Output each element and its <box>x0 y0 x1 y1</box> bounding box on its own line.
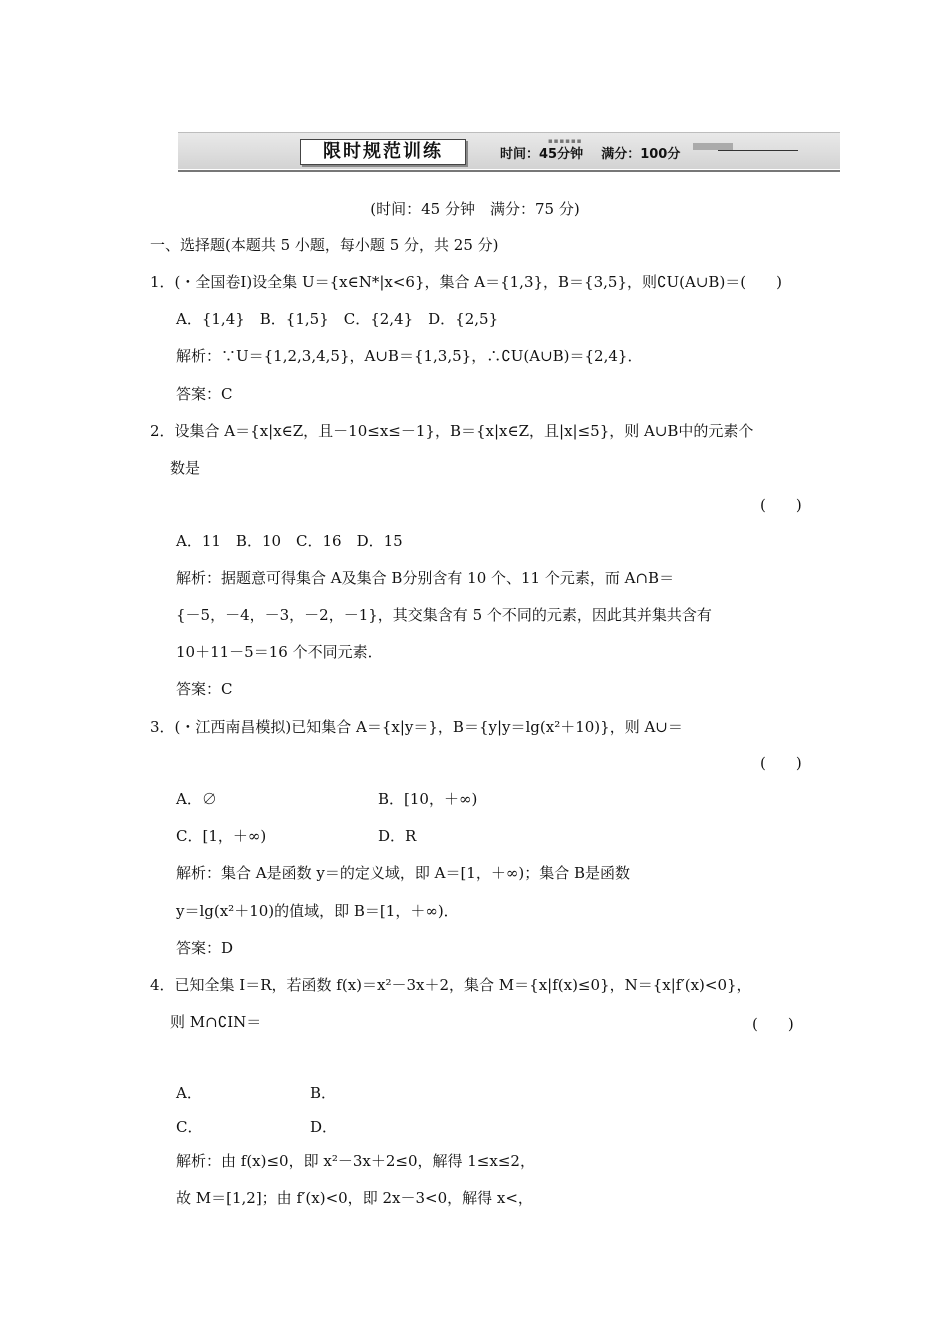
q4-stem-line2: 则 M∩∁IN＝ <box>170 1013 262 1031</box>
subtitle: (时间：45 分钟 满分：75 分) <box>370 200 580 218</box>
q3-analysis-line2: y＝lg(x²＋10)的值域，即 B＝[1，＋∞)． <box>176 902 459 920</box>
q3-answer-paren: ( ) <box>760 754 802 772</box>
q4-answer-paren: ( ) <box>752 1015 794 1033</box>
q2-analysis-line1: 解析：据题意可得集合 A及集合 B分别含有 10 个、11 个元素，而 A∩B＝ <box>176 569 675 587</box>
q4-option-d: D． <box>310 1118 338 1136</box>
q4-analysis-line1: 解析：由 f(x)≤0，即 x²－3x＋2≤0，解得 1≤x≤2， <box>176 1152 535 1170</box>
q1-analysis: 解析：∵U＝{1,2,3,4,5}，A∪B＝{1,3,5}，∴∁U(A∪B)＝{2,4}． <box>176 347 643 365</box>
banner-rule <box>178 170 840 172</box>
q3-option-c: C．[1，＋∞) <box>176 827 267 845</box>
banner-title: 限时规范训练 <box>300 139 466 165</box>
q2-answer-paren: ( ) <box>760 496 802 514</box>
banner-meta <box>500 143 680 162</box>
banner-time: 时间：45分钟 <box>500 147 584 162</box>
q4-option-a: A． <box>176 1084 202 1102</box>
section-heading: 一、选择题(本题共 5 小题，每小题 5 分，共 25 分) <box>150 236 499 254</box>
q3-answer: 答案：D <box>176 939 234 957</box>
banner-score: 满分：100分 <box>601 147 681 162</box>
q3-option-d: D．R <box>378 827 417 845</box>
q2-stem-line2: 数是 <box>170 459 201 477</box>
q4-option-b: B． <box>310 1084 337 1102</box>
q1-stem: 1．(・全国卷Ⅰ)设全集 U＝{x∈N*|x<6}，集合 A＝{1,3}，B＝{3,5}，则∁U(A∪B)＝( ) <box>150 273 783 291</box>
q2-answer: 答案：C <box>176 680 233 698</box>
q3-option-a: A．∅ <box>176 790 217 808</box>
q2-analysis-line3: 10＋11－5＝16 个不同元素． <box>176 643 383 661</box>
banner-tail-decoration <box>693 143 733 150</box>
banner-dots: ▪▪▪▪▪▪ <box>548 137 583 145</box>
q1-answer: 答案：C <box>176 385 233 403</box>
q4-analysis-line2: 故 M＝[1,2]；由 f′(x)<0，即 2x－3<0，解得 x<， <box>176 1189 533 1207</box>
q2-analysis-line2: {－5，－4，－3，－2，－1}，其交集含有 5 个不同的元素，因此其并集共含有 <box>176 606 712 624</box>
q3-analysis-line1: 解析：集合 A是函数 y＝的定义域，即 A＝[1，＋∞)；集合 B是函数 <box>176 864 630 882</box>
banner-line-decoration <box>718 150 798 151</box>
q2-options: A．11 B．10 C．16 D．15 <box>176 532 403 550</box>
q4-option-c: C． <box>176 1118 203 1136</box>
q3-option-b: B．[10，＋∞) <box>378 790 478 808</box>
q4-stem-line1: 4．已知全集 I＝R，若函数 f(x)＝x²－3x＋2，集合 M＝{x|f(x)≤0}，N＝{x|f′(x)<0}， <box>150 976 752 994</box>
q2-stem-line1: 2．设集合 A＝{x|x∈Z，且－10≤x≤－1}，B＝{x|x∈Z，且|x|≤5}，则 A∪B中的元素个 <box>150 422 754 440</box>
section-banner <box>178 132 840 169</box>
q3-stem: 3．(・江西南昌模拟)已知集合 A＝{x|y＝}，B＝{y|y＝lg(x²＋10)}，则 A∪＝ <box>150 718 683 736</box>
q1-options: A．{1,4} B．{1,5} C．{2,4} D．{2,5} <box>176 310 499 328</box>
